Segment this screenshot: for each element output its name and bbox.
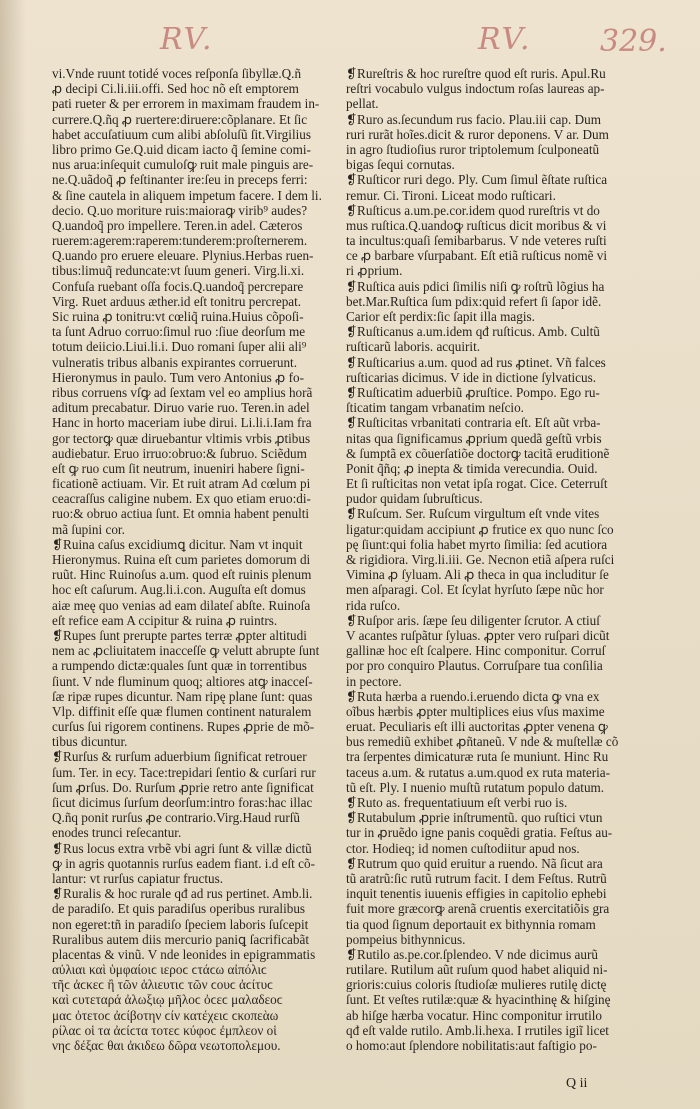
text-line: reſtri vocabulo vulgus indoctum roſas laureas ap- — [346, 81, 605, 97]
text-line: ficationẽ actiuam. Vir. Et ruit atram Ad cœlum pi — [52, 476, 311, 492]
text-line: vulneratis tribus albanis expirantes corruerunt. — [52, 354, 297, 370]
text-line: enodes trunci reſecantur. — [52, 825, 182, 841]
text-line: oĩbus hærbis ꝓpter multiplices eius vſus maxime — [346, 703, 605, 719]
text-line: tibus dicuntur. — [52, 734, 128, 750]
text-line: ꝙ in agris quotannis rurſus eadem fiant. i.d eſt cõ- — [52, 855, 315, 871]
text-line: ❡Rupes ſunt prerupte partes terræ ꝓpter altitudi — [52, 627, 307, 643]
text-line: ribus corruens vſꝙ ad ſextam vel eo amplius horã — [52, 384, 313, 400]
text-line: Q.uandoq̃ pro impellere. Teren.in adel. Cæteros — [52, 217, 303, 233]
text-line: ne.Q.uãdoq̃ ꝓ feſtinanter ire:ſeu in preceps ferri: — [52, 172, 308, 188]
text-line: de paradiſo. Et quis paradiſus operibus ruralibus — [52, 901, 306, 917]
text-line: Q.uando pro eruere eleuare. Plynius.Herbas ruen- — [52, 248, 314, 264]
text-line: ruſticarũ laboris. acquirit. — [346, 339, 481, 355]
text-line: μαϲ ὀτετοϲ ἀϲίβοτην ϲίν κατέχειϲ ϲκοπεὰω — [52, 1007, 279, 1023]
text-line: pę ſiunt:qui folia habet myrto ſimilia: ſed acutiora — [346, 536, 608, 552]
text-line: rida ruſco. — [346, 597, 401, 613]
text-line: inquit tenentis iuuenis effigies in capitolio ephebi — [346, 886, 607, 902]
text-line: ❡Rutilo as.pe.cor.ſplendeo. V nde dicimus aurũ — [346, 946, 598, 962]
text-line: Vlp. diffinit eſſe quæ flumen continent naturalem — [52, 703, 312, 719]
text-line: aditum precabatur. Diruo varie ruo. Teren.in adel — [52, 400, 310, 416]
text-line: ❡Rus locus extra vrbẽ vbi agri ſunt & villæ dictũ — [52, 840, 312, 856]
text-line: ❡Ruſtica auis pdici ſimilis niſi ꝙ roſtrũ lõgius ha — [346, 278, 605, 294]
text-line: & ſine cautela in aliquem impetum facere. I dem li. — [52, 187, 322, 203]
text-line: ❡Ruſticanus a.um.idem qđ ruſticus. Amb. Cultũ — [346, 324, 600, 340]
text-line: bus remediũ exhibet ꝓñtaneũ. V nde & muſtellæ cõ — [346, 734, 619, 750]
running-head-left: RV. — [160, 22, 214, 57]
text-line: ❡Ruralis & hoc rurale qđ ad rus pertinet. Amb.li. — [52, 886, 313, 902]
text-line: ruũt. Hinc Ruinoſus a.um. quod eſt ruinis plenum — [52, 567, 312, 583]
text-column-left — [52, 66, 338, 1053]
text-line: ſum ꝓrſus. Do. Rurſum ꝓprie retro ante ſignificat — [52, 779, 314, 795]
text-line: decio. Q.uo moriture ruis:maioraꝙ virib⁹ audes? — [52, 202, 308, 218]
text-line: ta incultus:quaſi ſemibarbarus. V nde veteres ruſti — [346, 233, 607, 249]
text-line: ❡Ruto as. frequentatiuum eſt verbi ruo is. — [346, 795, 568, 810]
text-line: in agro ſtudioſius ruror triptolemum ſculponeatũ — [346, 141, 600, 157]
text-line: ri ꝓprium. — [346, 263, 403, 279]
signature-mark: Q ii — [566, 1076, 588, 1091]
text-line: ❡Ruſticarius a.um. quod ad rus ꝓtinet. Vñ falces — [346, 354, 606, 370]
text-line: nus arua:inſequit cumuloſꝙ ruit male pinguis are- — [52, 157, 314, 173]
text-line: qđ eſt valde rutilo. Amb.li.hexa. I rrutiles igiĩ licet — [346, 1022, 609, 1038]
text-line: currere.Q.ñq ꝓ ruertere:diruere:cõplanare. Et ſic — [52, 111, 308, 127]
text-line: mus ruſtica.Q.uandoꝙ ruſticus dicit moribus & vi — [346, 217, 607, 233]
text-line: Hieronymus in paulo. Tum vero Antonius ꝓ fo- — [52, 369, 304, 385]
text-line: ta ſunt Adruo corruo:ſimul ruo :ſiue deorſum me — [52, 324, 306, 340]
text-line: tia quod ſignum deportauit ex bithynnia romam — [346, 916, 596, 932]
text-line: ❡Ruſticor ruri dego. Ply. Cum ſimul ẽſtate ruſtica — [346, 172, 608, 188]
text-line: αὐλιαι καὶ ὑμφαίοιϲ ιεροϲ ϲτάϲω αἰπόλιϲ — [52, 962, 267, 978]
text-line: hoc eſt caſurum. Aug.li.i.con. Auguſta eſt domus — [52, 582, 306, 598]
text-line: ❡Rureſtris & hoc rureſtre quod eſt ruris. Apul.Ru — [346, 66, 606, 81]
text-line: a rumpendo dictæ:quales ſunt quæ in torrentibus — [52, 658, 307, 674]
text-line: ruerem:agerem:raperem:tunderem:proſternerem. — [52, 233, 308, 249]
text-line: ❡Rutrum quo quid eruitur a ruendo. Nã ſicut ara — [346, 855, 603, 871]
text-line: ceacraſſus caligine nubem. Ex quo etiam eruo:di- — [52, 491, 311, 507]
text-line: ce ꝓ barbare vſurpabant. Eſt etiã ruſticus nomẽ vi — [346, 248, 608, 264]
text-line: pellat. — [346, 96, 379, 112]
text-line: V acantes ruſpãtur ſyluas. ꝓpter vero ruſpari dicũt — [346, 627, 610, 643]
text-line: pudor quidam ſubruſticus. — [346, 491, 483, 507]
text-line: o homo:aut ſplendore nobilitatis:aut faſtigio po- — [346, 1038, 597, 1053]
text-line: tra ſerpentes dimicaturæ ruta ſe muniunt. Hinc Ru — [346, 749, 609, 765]
text-line: gor tectorꝙ quæ diruebantur vltimis vrbis ꝓtibus — [52, 430, 311, 446]
text-line: ❡Ruſcum. Ser. Ruſcum virgultum eſt vnde vites — [346, 506, 600, 522]
text-line: ruo:& obruo actiua ſunt. Et omnia habent penulti — [52, 506, 310, 522]
text-line: eſt refice eam A ccipitur & ruina ꝓ ruintrs. — [52, 612, 278, 628]
text-line: placentas & vinũ. V nde leonides in epigrammatis — [52, 946, 316, 962]
text-line: Hanc in horto maceriam iube dirui. Li.li.i.Iam fra — [52, 415, 312, 431]
text-line: ſum. Ter. in ecy. Tace:trepidari ſentio & curſari rur — [52, 764, 316, 780]
text-line: mã ſupini cor. — [52, 521, 125, 537]
text-line: audiebatur. Eruo irruo:obruo:& ſubruo. Sciẽdum — [52, 445, 307, 461]
text-line: Virg. Ruet arduus æther.id eſt tonitru percrepat. — [52, 293, 302, 309]
text-line: nitas qua ſignificamus ꝓprium quedã geſtũ vrbis — [346, 430, 602, 446]
text-line: lantur: vt rurſus capiatur fructus. — [52, 870, 224, 886]
text-line: καὶ ϲυτεταρά ἀλωξιῳ μῆλοϲ ὀϲεϲ μαλαδεοϲ — [52, 992, 283, 1008]
text-line: aiæ meę quo venias ad eam dilateſ abſte. Ruinoſa — [52, 597, 311, 613]
text-line: Ponit q̃ñq; ꝓ inepta & timida verecundia. Ouid. — [346, 460, 598, 476]
text-line: non egeret:tñ in paradiſo ſpeciem laboris ſuſcepit — [52, 916, 309, 932]
text-line: remur. Ci. Tironi. Liceat modo ruſticari. — [346, 187, 556, 203]
text-line: bigas ſequi cornutas. — [346, 157, 455, 173]
text-line: ❡Ruro as.ſecundum rus facio. Plau.iii cap. Dum — [346, 111, 601, 127]
text-line: gallinæ hoc eſt ſcalpere. Hinc componitur. Corruſ — [346, 643, 606, 659]
text-line: eſt ꝙ ruo cum ſit neutrum, inueniri habere ſigni- — [52, 460, 305, 476]
text-line: ❡Ruſpor aris. ſæpe ſeu diligenter ſcrutor. A ctiuſ — [346, 612, 600, 628]
text-line: bet.Mar.Ruſtica ſum pdix:quid refert ſi ſapor idẽ. — [346, 293, 602, 309]
text-line: ab hiſge hærba vocatur. Hinc componitur irrutilo — [346, 1007, 602, 1023]
text-line: in pectore. — [346, 673, 402, 689]
text-line: tũ aratrũ:ſic rutũ rutrum facit. I dem Feſtus. Rutrũ — [346, 870, 607, 886]
text-line: ❡Rutabulum ꝓprie inſtrumentũ. quo ruſtici vtun — [346, 810, 603, 826]
text-line: tibus:limuq̃ reduncate:vt ſuum generi. Virg.li.xi. — [52, 263, 305, 279]
text-line: ρίλαϲ οἱ τα ἀϲίϲτα τοτεϲ κύφοϲ ἐμπλεον οἱ — [52, 1022, 277, 1038]
text-line: tur in ꝓruẽdo igne panis coquẽdi gratia. Feſtus au- — [346, 825, 613, 841]
text-line: Confuſa ruebant oſſa focis.Q.uandoq̃ percrepare — [52, 278, 304, 294]
text-line: ſiunt. V nde fluminum quoq; altiores atꝙ inacceſ- — [52, 673, 313, 689]
text-line: ❡Ruſticatim aduerbiũ ꝓruſtice. Pompo. Ego ru- — [346, 384, 600, 400]
text-line: ligatur:quidam accipiunt ꝓ frutice ex quo nunc ſco — [346, 521, 614, 537]
text-line: nem ac ꝓcliuitatem inacceſſe ꝙ velutt abrupte ſunt — [52, 643, 320, 659]
text-line: & ſumptã ex cõuerſatiõe doctorꝙ tacitã eruditionẽ — [346, 445, 610, 461]
text-line: ❡Ruta hærba a ruendo.i.eruendo dicta ꝙ vna ex — [346, 688, 600, 704]
text-line: libro primo Ge.Q.uid dicam iacto q̃ ſemine comi- — [52, 141, 311, 157]
text-line: ſicut dicimus ſurſum deorſum:intro foras:hac illac — [52, 795, 313, 810]
text-line: ſæ ripæ rupes dicuntur. Nam ripę plane ſunt: quas — [52, 688, 313, 704]
text-line: ſticatim tangam vrbanatim neſcio. — [346, 400, 524, 416]
text-line: Q.ñq ponit rurſus ꝓe contrario.Virg.Haud rurſũ — [52, 810, 300, 826]
text-column-right — [346, 66, 636, 1053]
text-line: ❡Ruſticus a.um.pe.cor.idem quod rureſtris vt do — [346, 202, 600, 218]
text-line: Sic ruina ꝓ tonitru:vt cœliq̃ ruina.Huius cõpoſi- — [52, 309, 304, 324]
text-line: totum deiicio.Liui.li.i. Duo romani ſuper alii ali⁹ — [52, 339, 307, 355]
text-line: men aſparagi. Col. Et ſcylat hyrſuto ſæpe nũc hor — [346, 582, 604, 598]
text-line: τῆϲ ἀϲκεϲ ἢ τῶν ἁλιευτιϲ τῶν ϲουϲ ἀϲίτυϲ — [52, 977, 273, 993]
text-line: Vimina ꝓ ſyluam. Ali ꝓ theca in qua includitur ſe — [346, 567, 609, 583]
text-line: Et ſi ruſticitas non vetat ipſa rogat. Cice. Ceterruſt — [346, 476, 608, 492]
text-line: tũ eſt. Ply. I nuenio muſtũ rutatum populo datum. — [346, 779, 605, 795]
text-line: pati rueter & per errorem in maximam fraudem in- — [52, 96, 320, 112]
text-line: vi.Vnde ruunt totidé voces reſponſa ſibyllæ.Q.ñ — [52, 66, 302, 81]
text-line: Carior eſt perdix:ſic ſapit illa magis. — [346, 309, 535, 324]
text-line: taceus a.um. & rutatus a.um.quod ex ruta materia- — [346, 764, 611, 780]
text-line: pompeius bithynnicus. — [346, 931, 466, 947]
text-line: ❡Ruſticitas vrbanitati contraria eſt. Eſt aũt vrba- — [346, 415, 601, 431]
text-line: ꝓ decipi Ci.li.iii.offi. Sed hoc nõ eſt emptorem — [52, 81, 299, 97]
text-line: Ruralibus autem diis mercurio paniꝗ ſacrificabãt — [52, 931, 310, 947]
text-line: ruri rurãt hoĩes.dicit & ruror deponens. V ar. Dum — [346, 126, 609, 142]
text-line: ſunt. Et veſtes rutilæ:quæ & hyacinthinę & hiſginę — [346, 992, 611, 1008]
text-line: ❡Ruina caſus excidiumꝗ dicitur. Nam vt inquit — [52, 536, 303, 552]
text-line: fuit more græcorꝙ arenã cruentis exercitatiõis gra — [346, 901, 610, 917]
text-line: ruſticarias dicimus. V ide in dictione ſylvaticus. — [346, 369, 597, 385]
text-line: grioris:cuius coloris ſtudioſæ mulieres rutilę dictę — [346, 977, 607, 993]
text-line: eruat. Peculiaris eſt illi auctoritas ꝓpter venena ꝙ — [346, 719, 608, 735]
text-line: ctor. Hodieq; id nomen cuſtodiitur apud nos. — [346, 840, 580, 856]
text-line: por pro conquiro Plautus. Corruſpare tua conſilia — [346, 658, 603, 674]
text-line: habet accuſatiuum cum alibi abſoluſũ ſit.Virgilius — [52, 126, 311, 142]
text-line: ❡Rurſus & rurſum aduerbium ſignificat retrouer — [52, 749, 307, 765]
folio-number: 329. — [600, 24, 667, 59]
text-line: curſus ſui rigorem continens. Rupes ꝓprie de mõ- — [52, 719, 315, 735]
running-head-right: RV. — [478, 22, 532, 57]
text-line: rutilare. Rutilum aũt ruſum quod habet aliquid ni- — [346, 962, 608, 978]
text-line: Hieronymus. Ruina eſt cum parietes domorum di — [52, 552, 311, 567]
text-line: νηϲ δέξαϲ θαι ἀκιδεω δῶρα νεωτοπολεμου. — [52, 1038, 281, 1053]
text-line: & rigidiora. Virg.li.iii. Ge. Necnon etiã aſpera ruſci — [346, 552, 615, 567]
